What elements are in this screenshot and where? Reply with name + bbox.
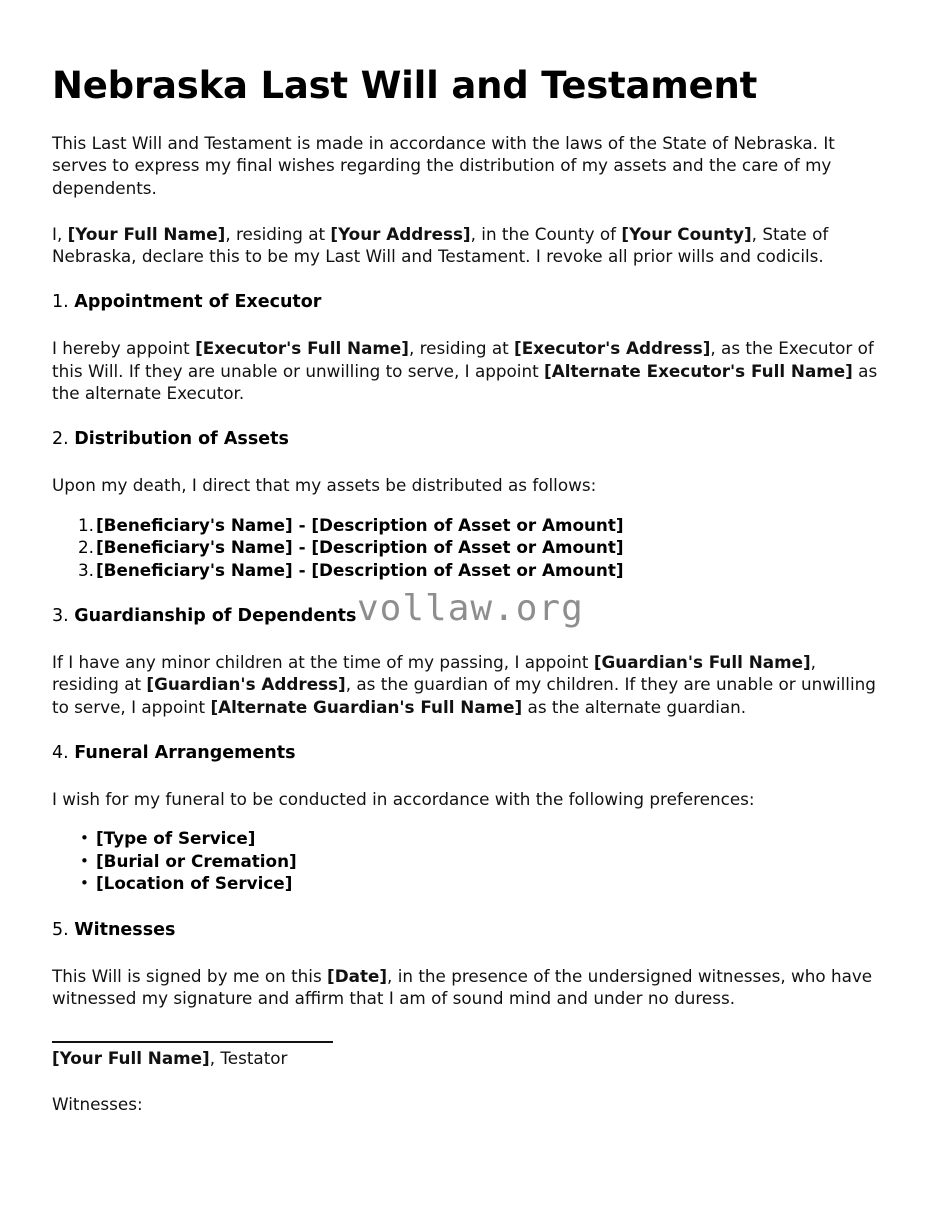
section-heading-2 <box>52 404 880 450</box>
list-item: • [Burial or Cremation] <box>52 850 880 873</box>
signature-caption <box>52 1043 880 1069</box>
section-title-1: Appointment of Executor <box>74 292 322 313</box>
section-heading-5 <box>52 895 880 941</box>
separator-1: - <box>292 514 312 535</box>
section-number-5: 5. <box>52 919 69 940</box>
s1-mid-2: , as the Executor of this Will. If they are unable or unwilling to serve, I appoint <box>52 338 874 381</box>
section-title-4: Funeral Arrangements <box>74 743 296 764</box>
beneficiary-name-2: [Beneficiary's Name] <box>96 537 293 558</box>
placeholder-guardian-address: [Guardian's Address] <box>146 674 346 695</box>
section-number-4: 4. <box>52 743 69 764</box>
list-item: • [Location of Service] <box>52 872 880 895</box>
placeholder-your-address: [Your Address] <box>330 223 471 244</box>
section-heading-4 <box>52 718 880 764</box>
page-title: Nebraska Last Will and Testament <box>52 64 758 107</box>
section-number-1: 1. <box>52 292 69 313</box>
document-content <box>52 0 880 1115</box>
s1-mid-1: , residing at <box>408 338 515 359</box>
placeholder-executor-full-name: [Executor's Full Name] <box>195 338 409 359</box>
section-title-2: Distribution of Assets <box>74 429 289 450</box>
placeholder-testator-name: [Your Full Name] <box>52 1048 210 1069</box>
s5-lead: This Will is signed by me on this <box>52 965 328 986</box>
section-heading-3 <box>52 581 880 627</box>
section-heading-1 <box>52 267 880 313</box>
signature-block <box>52 1009 880 1069</box>
separator-3: - <box>292 559 312 580</box>
beneficiary-name-3: [Beneficiary's Name] <box>96 559 293 580</box>
declaration-after-name: , residing at <box>225 223 331 244</box>
placeholder-date: [Date] <box>327 965 388 986</box>
placeholder-your-full-name: [Your Full Name] <box>67 223 226 244</box>
s3-lead: If I have any minor children at the time of my passing, I appoint <box>52 652 594 673</box>
asset-description-3: [Description of Asset or Amount] <box>311 559 624 580</box>
list-item: • [Type of Service] <box>52 827 880 850</box>
declaration-after-address: , in the County of <box>470 223 622 244</box>
section-2-intro: Upon my death, I direct that my assets be distributed as follows: <box>52 475 597 496</box>
placeholder-executor-address: [Executor's Address] <box>514 338 711 359</box>
s5-tail: , in the presence of the undersigned witnesses, who have witnessed my signature and affirm that I am of sound mind and under no duress. <box>52 965 873 1009</box>
declaration-paragraph <box>52 199 880 268</box>
section-5-body <box>52 941 880 1010</box>
asset-distribution-list <box>52 497 880 582</box>
intro-paragraph: This Last Will and Testament is made in accordance with the laws of the State of Nebraska. It serves to express my final wishes regarding the distribution of my assets and the care of my dependents. <box>52 133 835 198</box>
declaration-tail: , State of Nebraska, declare this to be my Last Will and Testament. I revoke all prior wills and codicils. <box>52 223 829 267</box>
witnesses-label: Witnesses: <box>52 1094 143 1115</box>
asset-description-1: [Description of Asset or Amount] <box>311 514 624 535</box>
s1-tail: as the alternate Executor. <box>52 360 878 404</box>
s3-mid-2: , as the guardian of my children. If they are unable or unwilling to serve, I appoint <box>52 674 876 717</box>
section-title-3: Guardianship of Dependents <box>74 606 357 627</box>
declaration-lead: I, <box>52 223 68 244</box>
s3-tail: as the alternate guardian. <box>522 696 747 717</box>
section-4-intro: I wish for my funeral to be conducted in accordance with the following preferences: <box>52 789 755 810</box>
placeholder-alternate-executor-full-name: [Alternate Executor's Full Name] <box>544 360 853 381</box>
section-title-5: Witnesses <box>74 919 176 940</box>
list-item <box>52 514 880 537</box>
section-1-body <box>52 313 880 404</box>
funeral-preferences-list <box>52 810 880 895</box>
asset-description-2: [Description of Asset or Amount] <box>311 537 624 558</box>
s1-lead: I hereby appoint <box>52 338 196 359</box>
placeholder-alternate-guardian-full-name: [Alternate Guardian's Full Name] <box>210 696 523 717</box>
section-number-2: 2. <box>52 429 69 450</box>
list-item <box>52 559 880 582</box>
section-3-body <box>52 627 880 718</box>
beneficiary-name-1: [Beneficiary's Name] <box>96 514 293 535</box>
separator-2: - <box>292 537 312 558</box>
watermark-vollaw: vollaw.org <box>357 588 584 629</box>
section-number-3: 3. <box>52 606 69 627</box>
placeholder-guardian-full-name: [Guardian's Full Name] <box>593 652 811 673</box>
list-item <box>52 536 880 559</box>
s3-mid-1: , residing at <box>52 652 816 695</box>
placeholder-your-county: [Your County] <box>621 223 752 244</box>
testator-role: , Testator <box>209 1048 288 1069</box>
